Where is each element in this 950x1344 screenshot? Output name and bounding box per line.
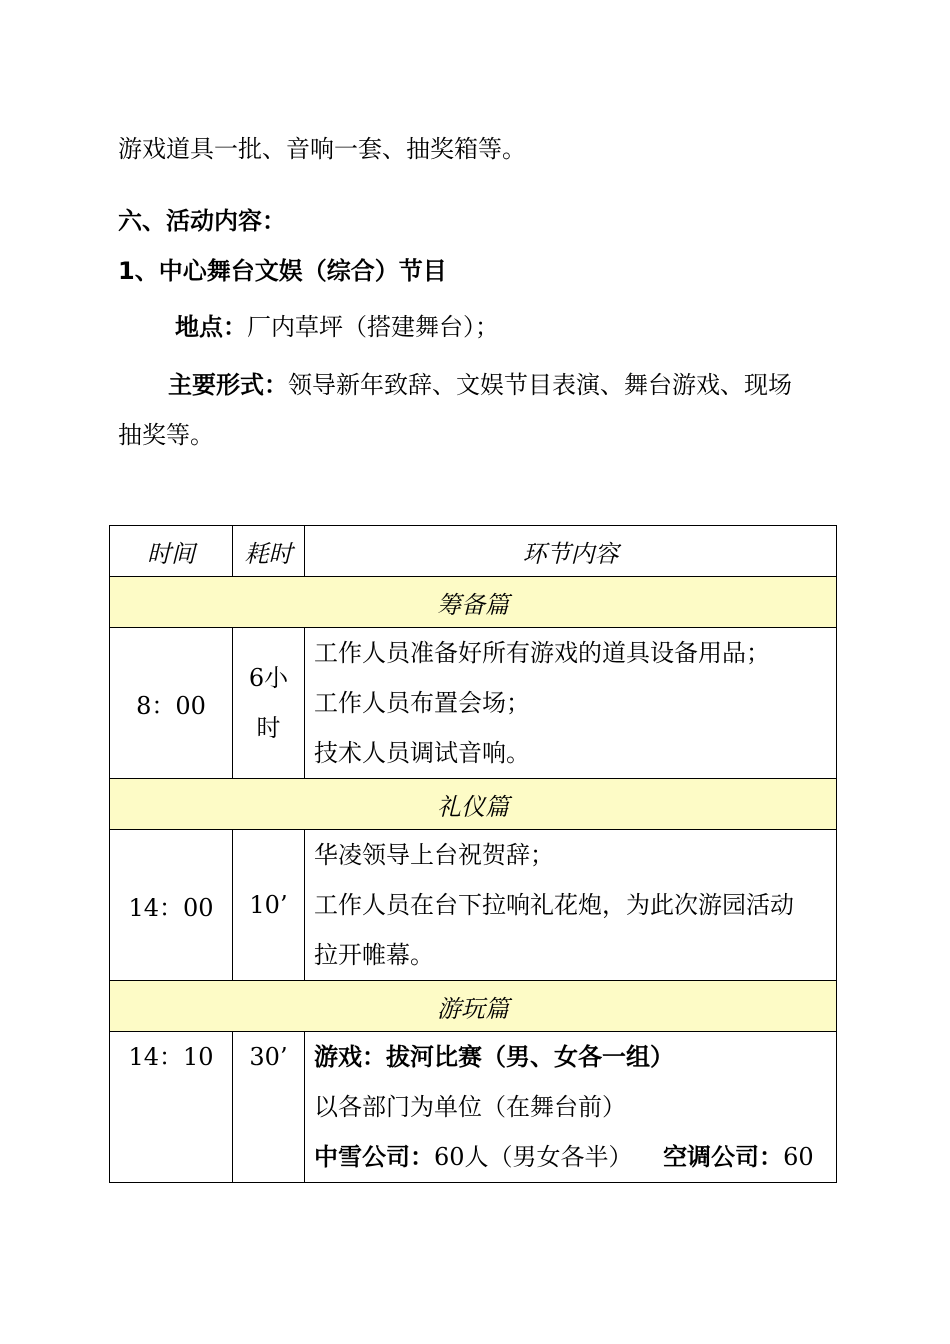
section-title: 筹备篇	[110, 577, 837, 628]
header-time: 时间	[110, 526, 233, 577]
content-line: 华凌领导上台祝贺辞；	[314, 841, 554, 869]
duration-cell	[233, 1032, 305, 1183]
section-heading: 六、活动内容：	[118, 207, 286, 235]
content-line: 工作人员在台下拉响礼花炮，为此次游园活动	[314, 891, 794, 919]
content-cell	[305, 628, 837, 779]
time-cell	[110, 1032, 233, 1183]
duration-line: 时	[256, 714, 281, 742]
time-value: 14：10	[128, 1043, 214, 1071]
content-title: 游戏：拔河比赛（男、女各一组）	[314, 1042, 674, 1071]
content-line: 拉开帷幕。	[314, 941, 434, 969]
time-cell: 14：00	[110, 830, 233, 981]
form-label: 主要形式：	[168, 370, 288, 399]
section-title: 礼仪篇	[110, 779, 837, 830]
location-paragraph	[175, 302, 499, 352]
body-paragraph: 游戏道具一批、音响一套、抽奖箱等。	[118, 135, 526, 163]
table-row	[110, 1032, 837, 1183]
content-line: 以各部门为单位（在舞台前）	[314, 1093, 626, 1121]
content-line: 工作人员布置会场；	[314, 689, 530, 717]
form-paragraph	[168, 360, 792, 410]
content-cell	[305, 1032, 837, 1183]
content-cell	[305, 830, 837, 981]
form-paragraph-continuation: 抽奖等。	[118, 421, 214, 449]
company-label: 中雪公司：	[314, 1142, 434, 1171]
content-line: 技术人员调试音响。	[314, 739, 530, 767]
section-row	[110, 779, 837, 830]
form-value: 领导新年致辞、文娱节目表演、舞台游戏、现场	[288, 371, 792, 399]
company-value: 60	[783, 1143, 814, 1171]
table-header-row	[110, 526, 837, 577]
section-row	[110, 981, 837, 1032]
header-duration: 耗时	[233, 526, 305, 577]
duration-line: 6小	[248, 664, 289, 692]
schedule-table	[109, 525, 837, 1183]
subsection-heading: 1、中心舞台文娱（综合）节目	[118, 257, 447, 285]
section-row	[110, 577, 837, 628]
header-content: 环节内容	[305, 526, 837, 577]
content-line: 工作人员准备好所有游戏的道具设备用品；	[314, 639, 770, 667]
section-title: 游玩篇	[110, 981, 837, 1032]
location-label: 地点：	[175, 312, 247, 341]
duration-value: 30’	[249, 1043, 288, 1071]
content-line	[314, 1132, 836, 1182]
duration-cell	[233, 628, 305, 779]
company-label: 空调公司：	[663, 1142, 784, 1171]
company-value: 60人（男女各半）	[434, 1143, 633, 1171]
time-cell: 8：00	[110, 628, 233, 779]
table-row	[110, 830, 837, 981]
table-row	[110, 628, 837, 779]
duration-cell: 10’	[233, 830, 305, 981]
location-value: 厂内草坪（搭建舞台）；	[247, 313, 499, 341]
